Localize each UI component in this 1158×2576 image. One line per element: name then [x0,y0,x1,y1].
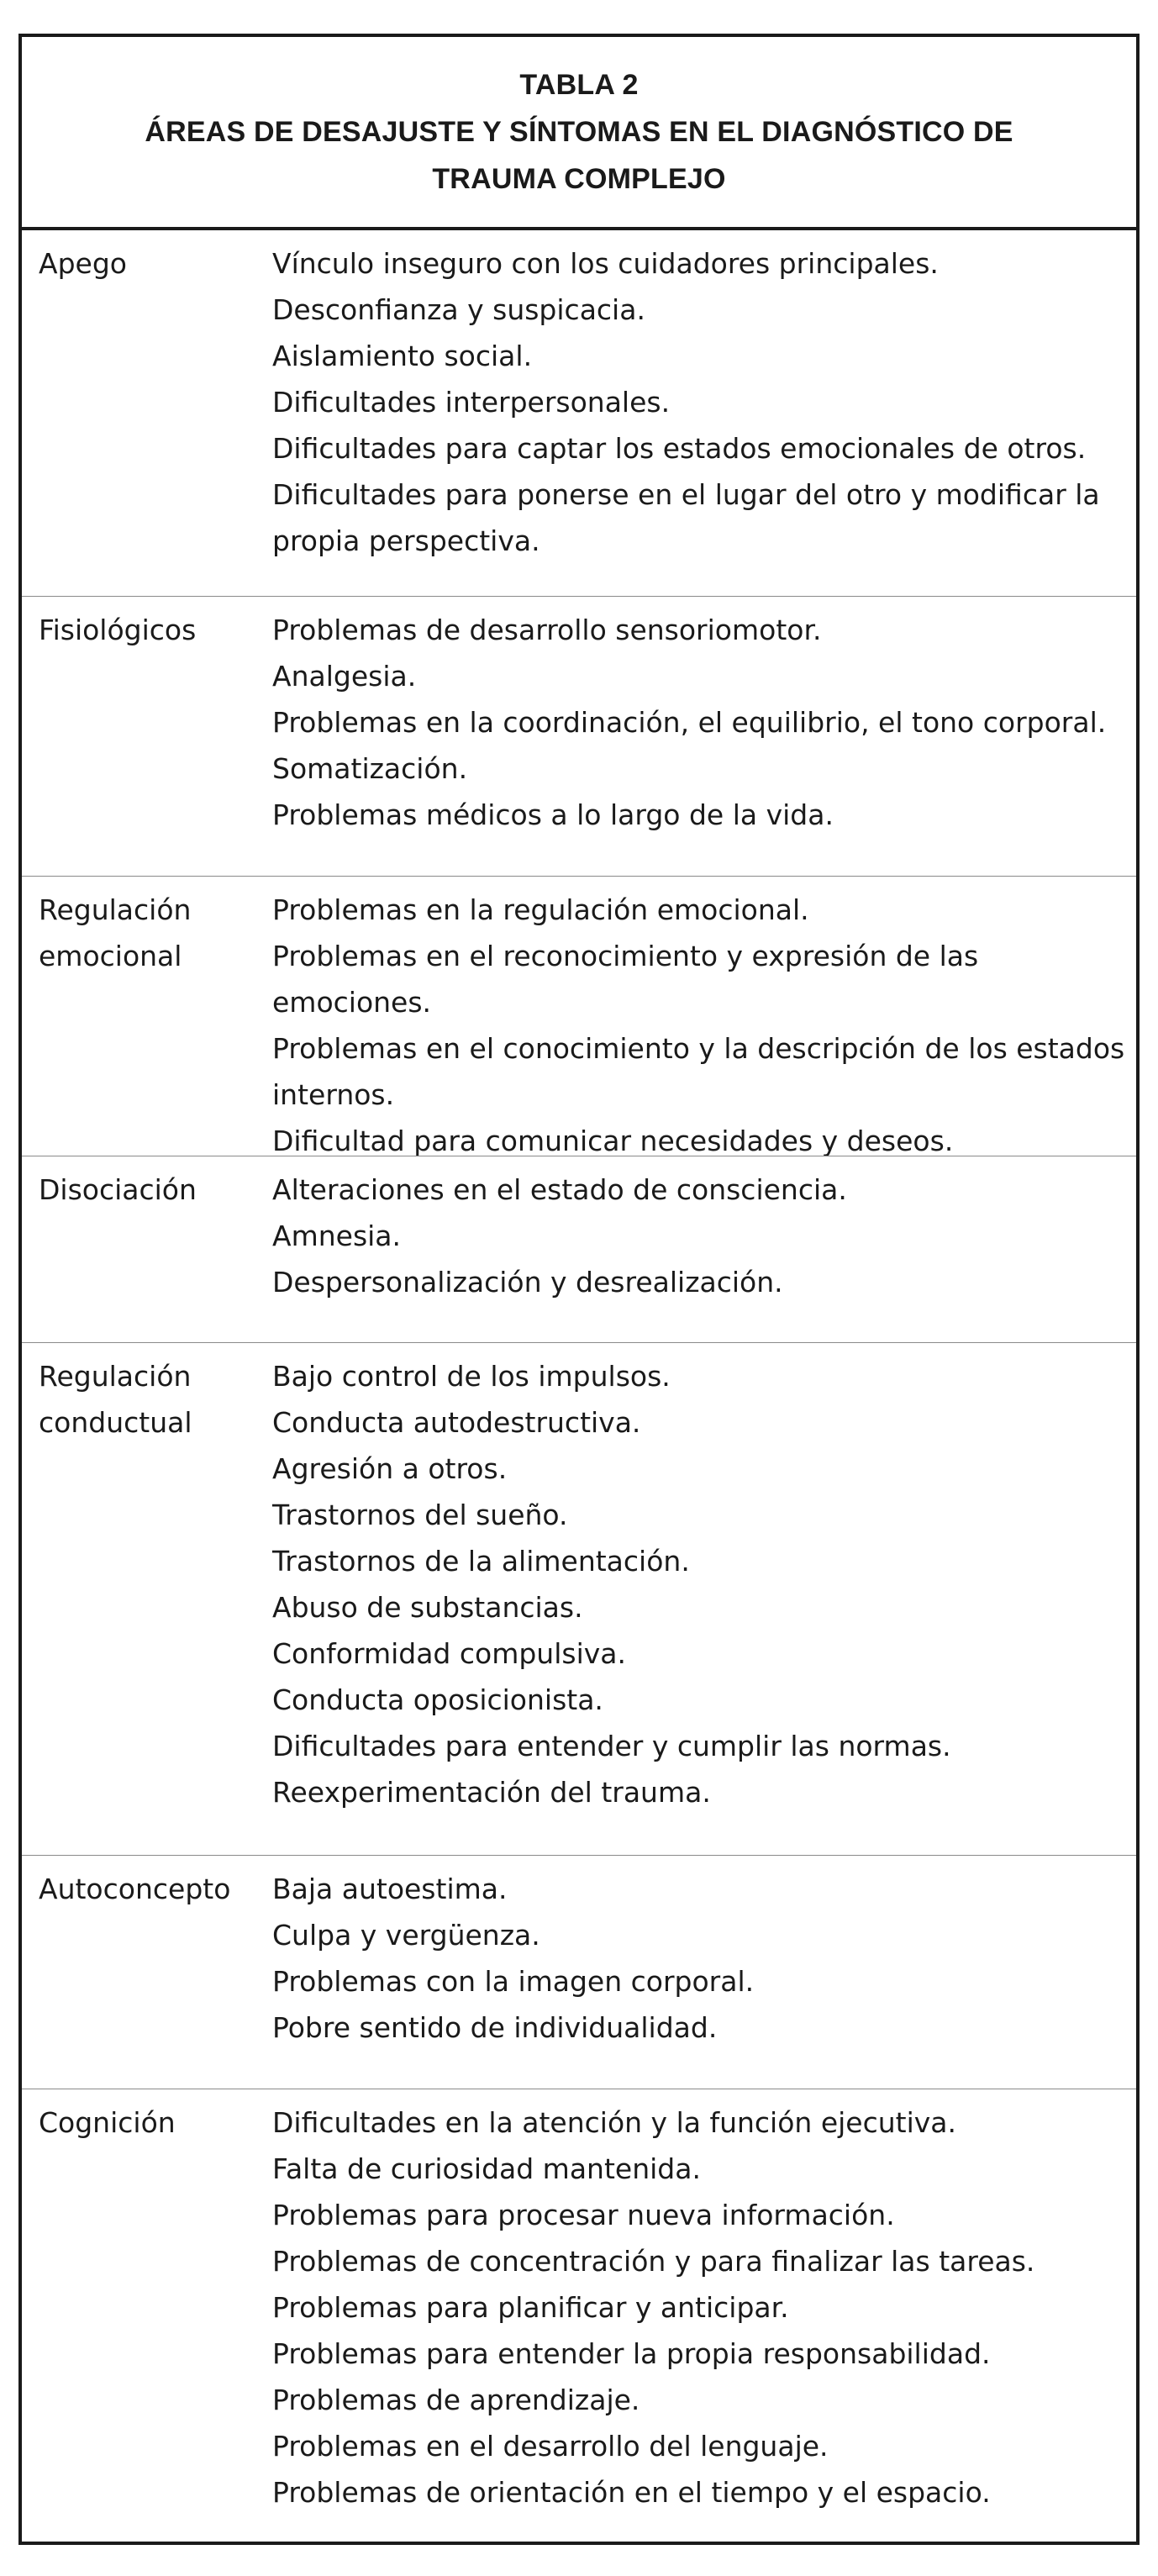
row-category-line: Regulación [39,893,192,926]
symptom-line: Trastornos del sueño. [272,1499,568,1531]
symptom-line: Aislamiento social. [272,340,533,372]
table-title-line-2: TRAUMA COMPLEJO [432,163,726,195]
symptom-line: Trastornos de la alimentación. [272,1545,690,1578]
symptom-line: Conducta autodestructiva. [272,1406,641,1439]
row-category-line: Fisiológicos [39,614,197,646]
row-category [39,1866,266,1912]
table-body [22,230,1136,2554]
symptom-line: Problemas en la regulación emocional. [272,893,809,926]
symptom-line: Bajo control de los impulsos. [272,1360,671,1393]
row-category-line: emocional [39,940,182,972]
row-category [39,2099,266,2146]
row-symptoms [272,607,1128,838]
symptom-line: Problemas para planificar y anticipar. [272,2291,789,2324]
symptom-line: Abuso de substancias. [272,1591,583,1624]
symptom-line: Problemas en la coordinación, el equilibrio, el tono corporal. [272,706,1107,739]
row-category [39,607,266,653]
symptom-line: Dificultades para entender y cumplir las normas. [272,1730,951,1762]
table-row [22,876,1136,1156]
row-category-line: conductual [39,1406,192,1439]
table-row [22,1855,1136,2089]
table-title-line-1: ÁREAS DE DESAJUSTE Y SÍNTOMAS EN EL DIAGNÓSTICO DE [145,116,1013,148]
symptom-line: Problemas de orientación en el tiempo y el espacio. [272,2476,991,2509]
symptom-line: Agresión a otros. [272,1452,508,1485]
row-symptoms [272,1167,1128,1305]
table-number: TABLA 2 [519,69,639,101]
row-symptoms [272,1353,1128,1815]
symptom-line: internos. [272,1078,395,1111]
symptom-line: Problemas de desarrollo sensoriomotor. [272,614,822,646]
row-category [39,1353,266,1446]
symptom-line: Problemas con la imagen corporal. [272,1965,755,1998]
symptom-line: Somatización. [272,752,468,785]
row-category [39,887,266,979]
table-row [22,596,1136,876]
symptom-line: Problemas en el conocimiento y la descripción de los estados [272,1032,1125,1065]
row-symptoms [272,2099,1128,2515]
symptom-line: Falta de curiosidad mantenida. [272,2152,701,2185]
symptom-line: Problemas de concentración y para finalizar las tareas. [272,2245,1035,2278]
symptom-line: Amnesia. [272,1220,402,1252]
symptom-line: Baja autoestima. [272,1873,508,1905]
symptom-line: Problemas en el desarrollo del lenguaje. [272,2430,829,2463]
symptom-line: Alteraciones en el estado de consciencia. [272,1173,847,1206]
symptom-line: Reexperimentación del trauma. [272,1776,711,1809]
symptom-line: Vínculo inseguro con los cuidadores principales. [272,247,939,280]
table-header [22,37,1136,230]
symptom-line: Conducta oposicionista. [272,1683,603,1716]
symptom-line: Dificultades para ponerse en el lugar del otro y modificar la [272,478,1100,511]
row-category-line: Regulación [39,1360,192,1393]
row-symptoms [272,887,1128,1164]
table-row [22,2089,1136,2554]
symptom-line: Conformidad compulsiva. [272,1637,626,1670]
symptom-line: Problemas para entender la propia responsabilidad. [272,2337,991,2370]
symptom-line: Problemas para procesar nueva información. [272,2199,895,2231]
row-category-line: Disociación [39,1173,197,1206]
symptom-line: Dificultad para comunicar necesidades y deseos. [272,1125,954,1157]
symptom-line: Desconfianza y suspicacia. [272,293,645,326]
symptom-line: propia perspectiva. [272,524,540,557]
symptom-line: Dificultades interpersonales. [272,386,671,419]
symptom-line: Problemas médicos a lo largo de la vida. [272,798,834,831]
symptom-line: Pobre sentido de individualidad. [272,2011,718,2044]
row-category [39,1167,266,1213]
row-category-line: Apego [39,247,127,280]
table-frame [18,34,1140,2545]
row-category-line: Cognición [39,2106,176,2139]
table-row [22,230,1136,596]
row-symptoms [272,1866,1128,2051]
table-row [22,1342,1136,1855]
row-category-line: Autoconcepto [39,1873,231,1905]
table-row [22,1156,1136,1342]
symptom-line: Analgesia. [272,660,417,693]
symptom-line: Culpa y vergüenza. [272,1919,540,1952]
row-category [39,240,266,287]
symptom-line: Despersonalización y desrealización. [272,1266,783,1299]
symptom-line: Dificultades en la atención y la función ejecutiva. [272,2106,956,2139]
symptom-line: Problemas en el reconocimiento y expresión de las emociones. [272,940,979,1019]
symptom-line: Dificultades para captar los estados emocionales de otros. [272,432,1087,465]
symptom-line: Problemas de aprendizaje. [272,2384,640,2416]
row-symptoms [272,240,1128,564]
